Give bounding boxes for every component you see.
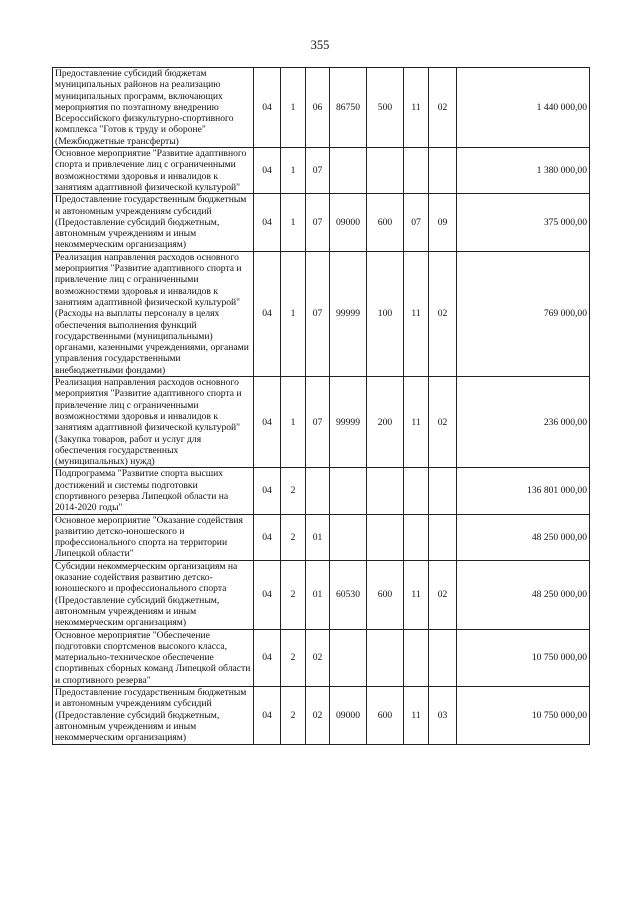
row-code-c7 [429,629,457,686]
row-code-c6 [404,148,429,194]
row-description: Подпрограмма "Развитие спорта высших достижений и системы подготовки спортивного резерва Липецкой области на 2014-2020 годы" [53,468,254,514]
row-amount: 236 000,00 [457,377,590,468]
row-code-c4 [330,148,367,194]
row-code-c3: 06 [306,68,330,148]
row-code-c2: 1 [281,377,306,468]
row-code-c5 [367,148,404,194]
row-code-c1: 04 [254,251,281,376]
row-code-c6: 11 [404,251,429,376]
row-code-c3: 07 [306,194,330,251]
row-code-c6: 11 [404,560,429,629]
table-row [53,687,590,744]
row-code-c2: 2 [281,514,306,560]
row-description: Основное мероприятие "Оказание содействия развитию детско-юношеского и профессионального спорта на территории Липецкой области" [53,514,254,560]
budget-table [52,67,590,745]
row-code-c4: 99999 [330,377,367,468]
row-code-c2: 1 [281,194,306,251]
row-code-c6 [404,514,429,560]
row-code-c2: 2 [281,468,306,514]
row-code-c5: 200 [367,377,404,468]
row-code-c6: 11 [404,68,429,148]
table-row [53,629,590,686]
row-code-c4: 09000 [330,194,367,251]
row-code-c4: 60530 [330,560,367,629]
row-amount: 48 250 000,00 [457,560,590,629]
row-description: Основное мероприятие "Обеспечение подготовки спортсменов высокого класса, материально-техническое обеспечение спортивных сборных команд Липецкой области и спортивного резерва" [53,629,254,686]
row-amount: 48 250 000,00 [457,514,590,560]
row-code-c2: 1 [281,68,306,148]
row-code-c5 [367,468,404,514]
table-row [53,148,590,194]
row-description: Реализация направления расходов основного мероприятия "Развитие адаптивного спорта и привлечение лиц с ограниченными возможностями здоровья и инвалидов к занятиям адаптивной физической культурой" (Закупка товаров, работ и услуг для обеспечения государственных (муниципальных) нужд) [53,377,254,468]
table-row [53,514,590,560]
row-code-c3: 07 [306,148,330,194]
row-amount: 375 000,00 [457,194,590,251]
row-code-c6 [404,468,429,514]
row-code-c2: 2 [281,560,306,629]
row-description: Предоставление государственным бюджетным и автономным учреждениям субсидий (Предоставление субсидий бюджетным, автономным учреждениям и иным некоммерческим организациям) [53,687,254,744]
row-description: Предоставление субсидий бюджетам муниципальных районов на реализацию муниципальных программ, включающих мероприятия по поэтапному внедрению Всероссийского физкультурно-спортивного комплекса "Готов к труду и обороне" (Межбюджетные трансферты) [53,68,254,148]
row-code-c7 [429,148,457,194]
table-row [53,560,590,629]
row-code-c1: 04 [254,148,281,194]
row-code-c7: 09 [429,194,457,251]
row-code-c3: 02 [306,687,330,744]
row-code-c5: 500 [367,68,404,148]
row-code-c4 [330,468,367,514]
row-amount: 136 801 000,00 [457,468,590,514]
row-code-c7 [429,468,457,514]
table-row [53,468,590,514]
row-code-c3: 01 [306,514,330,560]
row-code-c7: 03 [429,687,457,744]
row-code-c5: 100 [367,251,404,376]
row-code-c7: 02 [429,377,457,468]
row-code-c7: 02 [429,560,457,629]
page-number: 355 [310,38,330,52]
row-code-c6 [404,629,429,686]
row-code-c4: 86750 [330,68,367,148]
row-amount: 1 440 000,00 [457,68,590,148]
table-row [53,194,590,251]
row-code-c1: 04 [254,68,281,148]
table-row [53,68,590,148]
row-code-c1: 04 [254,514,281,560]
row-code-c5 [367,629,404,686]
row-code-c3 [306,468,330,514]
row-code-c3: 01 [306,560,330,629]
row-code-c1: 04 [254,687,281,744]
table-row [53,377,590,468]
row-code-c5: 600 [367,560,404,629]
row-code-c5 [367,514,404,560]
row-amount: 769 000,00 [457,251,590,376]
row-code-c7: 02 [429,68,457,148]
row-code-c6: 11 [404,687,429,744]
row-description: Субсидии некоммерческим организациям на оказание содействия развитию детско-юношеского и профессионального спорта (Предоставление субсидий бюджетным, автономным учреждениям и иным некоммерческим организациям) [53,560,254,629]
row-code-c4 [330,514,367,560]
row-code-c5: 600 [367,194,404,251]
row-description: Предоставление государственным бюджетным и автономным учреждениям субсидий (Предоставление субсидий бюджетным, автономным учреждениям и иным некоммерческим организациям) [53,194,254,251]
row-amount: 10 750 000,00 [457,629,590,686]
row-code-c2: 1 [281,148,306,194]
row-code-c1: 04 [254,629,281,686]
row-code-c7 [429,514,457,560]
row-code-c5: 600 [367,687,404,744]
row-code-c4: 99999 [330,251,367,376]
row-code-c2: 2 [281,687,306,744]
row-code-c6: 07 [404,194,429,251]
row-description: Реализация направления расходов основного мероприятия "Развитие адаптивного спорта и привлечение лиц с ограниченными возможностями здоровья и инвалидов к занятиям адаптивной физической культурой" (Расходы на выплаты персоналу в целях обеспечения выполнения функций государственными (муниципальными) органами, казенными учреждениями, органами управления государственными внебюджетными фондами) [53,251,254,376]
table-body [53,68,590,745]
table-row [53,251,590,376]
row-amount: 10 750 000,00 [457,687,590,744]
row-description: Основное мероприятие "Развитие адаптивного спорта и привлечение лиц с ограниченными возможностями здоровья и инвалидов к занятиям адаптивной физической культурой" [53,148,254,194]
row-code-c1: 04 [254,560,281,629]
row-code-c3: 02 [306,629,330,686]
row-code-c4: 09000 [330,687,367,744]
row-code-c3: 07 [306,377,330,468]
row-amount: 1 380 000,00 [457,148,590,194]
row-code-c7: 02 [429,251,457,376]
row-code-c6: 11 [404,377,429,468]
row-code-c1: 04 [254,194,281,251]
row-code-c3: 07 [306,251,330,376]
row-code-c1: 04 [254,468,281,514]
row-code-c2: 1 [281,251,306,376]
row-code-c2: 2 [281,629,306,686]
row-code-c1: 04 [254,377,281,468]
row-code-c4 [330,629,367,686]
